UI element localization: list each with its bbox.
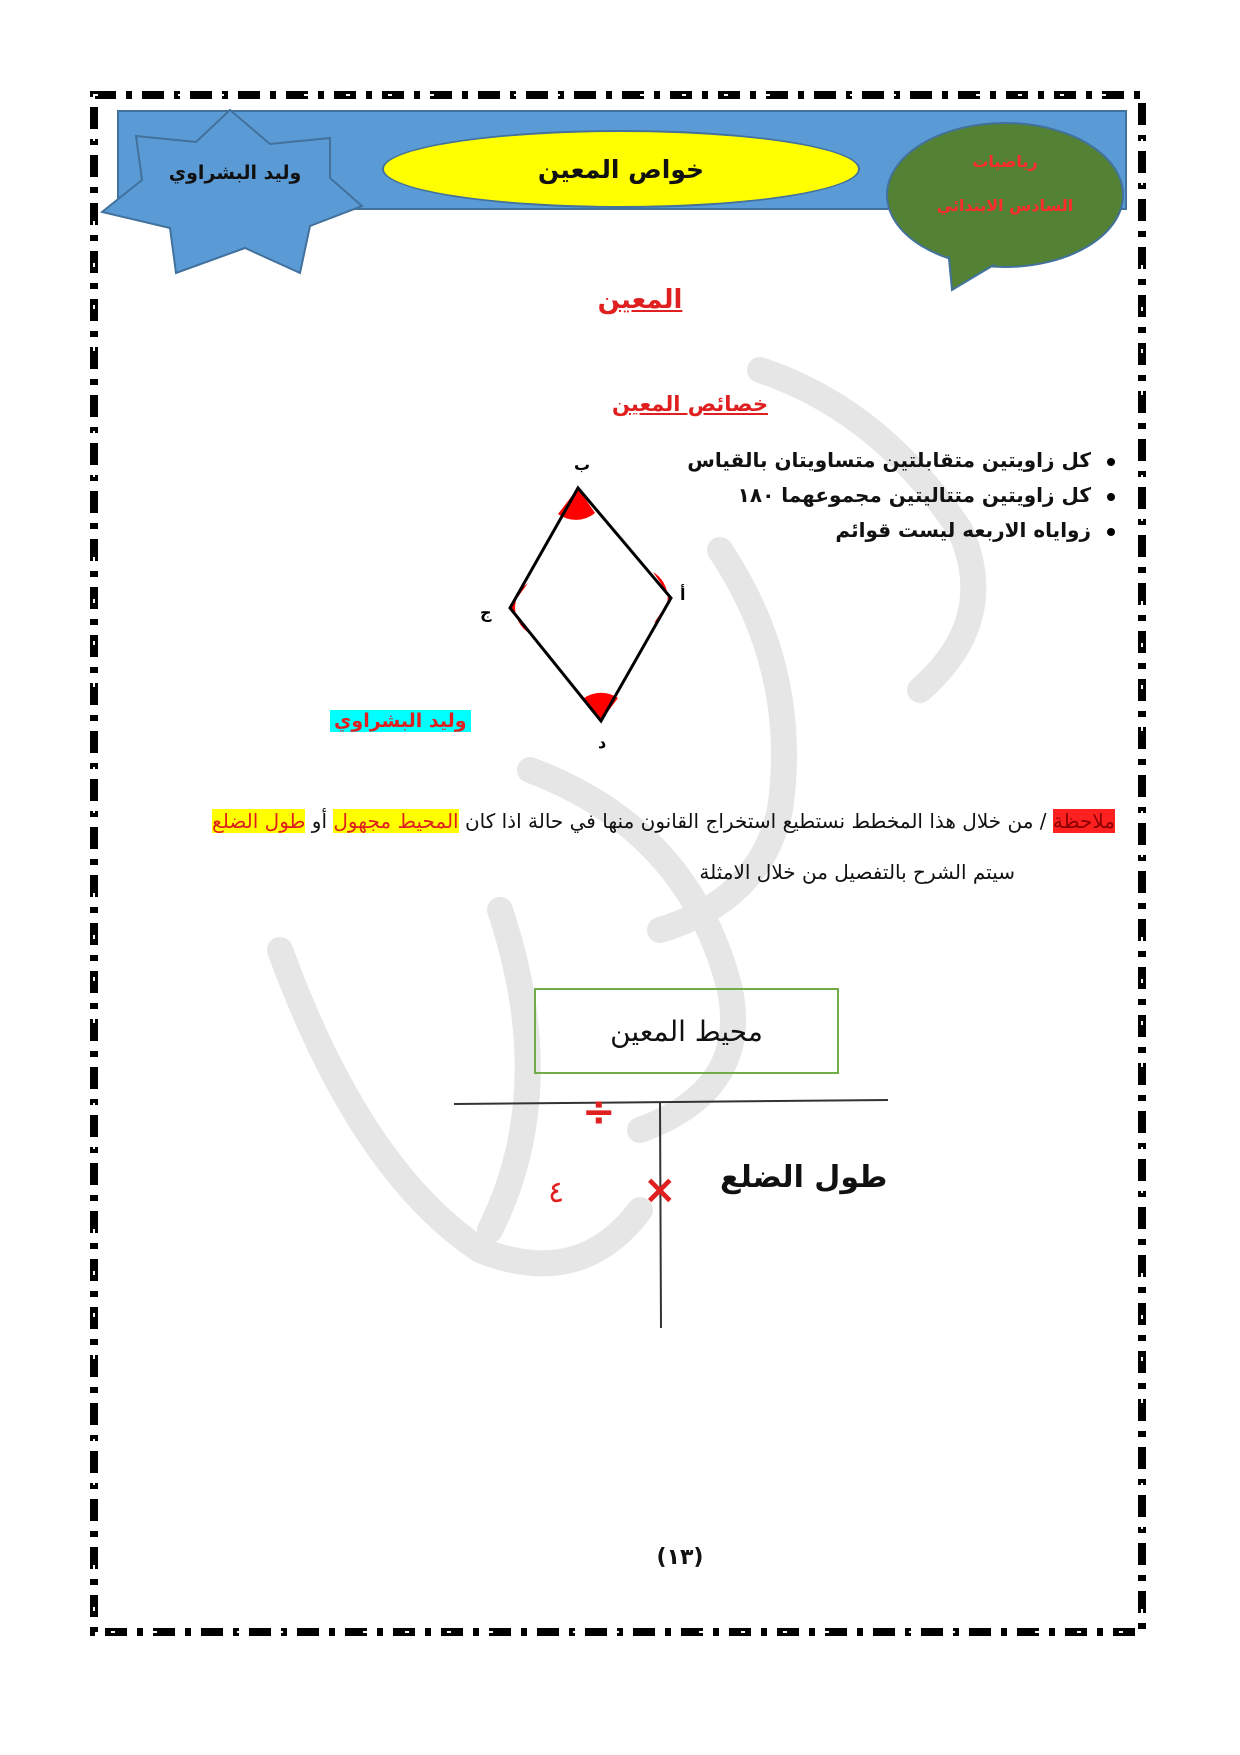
property-text: كل زاويتين متتاليتين مجموعهما ١٨٠ <box>737 483 1091 507</box>
vertex-label-bottom: د <box>598 733 607 752</box>
note-highlight-perimeter: المحيط مجهول <box>333 809 459 833</box>
page-number: (١٣) <box>656 1545 704 1570</box>
list-item <box>675 513 1115 548</box>
divide-icon: ÷ <box>582 1089 616 1135</box>
section-heading: المعين <box>597 285 683 315</box>
side-length-label: طول الضلع <box>720 1160 888 1195</box>
perimeter-box <box>534 988 839 1074</box>
header-author: وليد البشراوي <box>168 162 302 184</box>
bullet-icon <box>1107 493 1115 501</box>
rhombus-figure <box>470 450 700 760</box>
multiply-icon: × <box>643 1167 677 1213</box>
subject-label: رياضيات <box>972 152 1038 171</box>
property-text: كل زاويتين متقابلتين متساويتان بالقياس <box>687 448 1091 472</box>
page-title: خواص المعين <box>537 154 705 184</box>
properties-list <box>675 443 1115 548</box>
note-line-2: سيتم الشرح بالتفصيل من خلال الامثلة <box>699 860 1015 884</box>
vertex-label-right: أ <box>680 585 686 604</box>
note-label: ملاحظة <box>1052 809 1115 833</box>
vertex-label-top: ب <box>574 455 591 474</box>
bullet-icon <box>1107 528 1115 536</box>
bullet-icon <box>1107 458 1115 466</box>
horizontal-rule <box>454 1100 888 1104</box>
properties-heading: خصائص المعين <box>611 392 769 416</box>
vertical-rule <box>660 1102 661 1328</box>
note-or: أو <box>305 809 334 833</box>
author-star-badge <box>100 108 370 278</box>
grade-label: السادس الابتدائي <box>936 196 1074 215</box>
rhombus-shape <box>510 488 671 721</box>
vertex-label-left: ج <box>480 603 492 622</box>
list-item <box>675 443 1115 478</box>
perimeter-label: محيط المعين <box>610 1014 763 1048</box>
note-highlight-side: طول الضلع <box>212 809 306 833</box>
property-text: زواياه الاربعه ليست قوائم <box>835 518 1091 542</box>
note-text: / من خلال هذا المخطط نستطيع استخراج القانون منها في حالة اذا كان <box>458 809 1053 833</box>
author-tag: وليد البشراوي <box>330 710 471 732</box>
list-item <box>675 478 1115 513</box>
title-ellipse <box>382 130 860 208</box>
note-line <box>135 809 1115 833</box>
count-value: ٤ <box>548 1175 565 1210</box>
formula-diagram <box>440 1080 910 1330</box>
